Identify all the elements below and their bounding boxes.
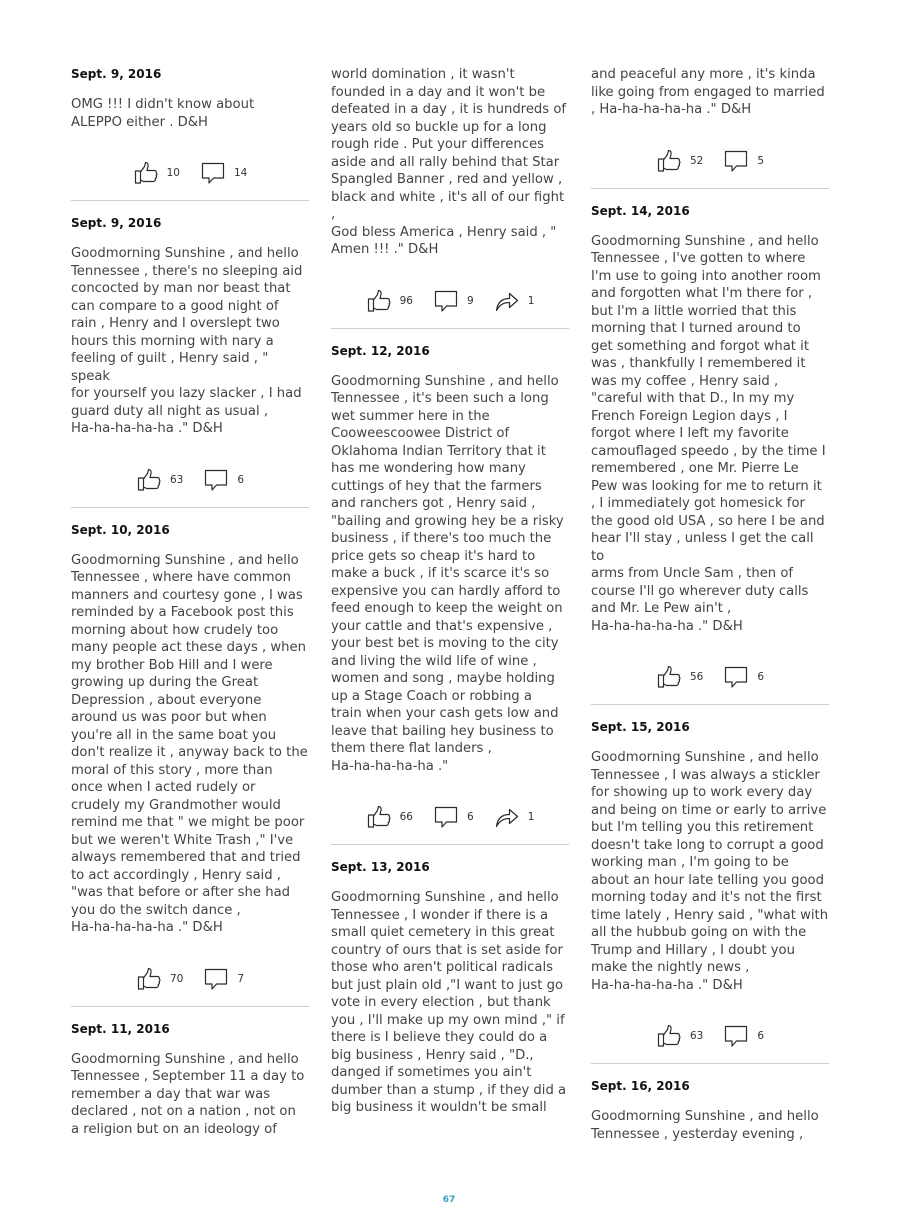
share-icon xyxy=(494,288,520,314)
divider xyxy=(591,1063,829,1064)
like-icon xyxy=(656,664,682,690)
comment-count: 5 xyxy=(757,154,765,167)
post-date: Sept. 9, 2016 xyxy=(71,67,162,81)
post-continuation xyxy=(331,66,569,313)
like-icon xyxy=(136,966,162,992)
like-icon xyxy=(656,1023,682,1049)
post xyxy=(71,522,309,991)
like-icon xyxy=(136,467,162,493)
like-button[interactable] xyxy=(366,804,413,830)
comment-icon xyxy=(203,467,229,493)
like-button[interactable] xyxy=(136,467,183,493)
comment-icon xyxy=(723,1023,749,1049)
comment-count: 6 xyxy=(237,473,245,486)
divider xyxy=(331,328,569,329)
like-count: 56 xyxy=(689,671,704,683)
comment-count: 9 xyxy=(467,294,474,307)
like-button[interactable] xyxy=(136,966,183,992)
post-text: Goodmorning Sunshine , and hello Tennessee , I've gotten to where I'm use to going into another room and forgotten what I'm there for , but I'm a little worried that this morning that I turned around to get something and forgot what it was , thankfully I remembered it was my coffee , Henry said , "careful with that D., In my my French Foreign Legion days , I forgot where I left my favorite camouflaged speedo , by the time I remembered , one Mr. Pierre Le Pew was looking for me to return it , I immediately got homesick for the good old USA , so here I be and hear I'll stay , unless I get the call to arms from Uncle Sam , then of course I'll go wherever duty calls and Mr. Le Pew ain't , Ha-ha-ha-ha-ha ." D&H xyxy=(591,233,826,634)
post-stats xyxy=(71,161,309,185)
divider xyxy=(591,188,829,189)
post-text: Goodmorning Sunshine , and hello Tennessee , there's no sleeping aid concocted by man nor beast that can compare to a good night of rain , Henry and I overslept two hours this morning with nary a feeling of guilt , Henry said , " speak for yourself you lazy slacker , I had guard duty all night as usual , Ha-ha-ha-ha-ha ." D&H xyxy=(71,246,303,436)
post-stats xyxy=(331,289,569,313)
post-text: Goodmorning Sunshine , and hello Tennessee , I wonder if there is a small quiet cemetery in this great country of ours that is set aside for those who aren't political radicals but just plain old ,"I want to just go vote in every election , but thank you , I'll make up my own mind ," if there is I believe they could do a big business , Henry said , "D., danged if sometimes you ain't dumber than a stump , if they did a big business it wouldn't be small xyxy=(331,890,567,1115)
column-middle xyxy=(331,66,569,1117)
post-date: Sept. 16, 2016 xyxy=(591,1079,690,1093)
like-count: 10 xyxy=(166,167,180,179)
like-button[interactable] xyxy=(656,148,703,174)
like-count: 63 xyxy=(169,473,184,486)
post-stats xyxy=(331,805,569,829)
divider xyxy=(591,704,829,705)
comment-icon xyxy=(433,804,459,830)
like-icon xyxy=(656,148,682,174)
like-count: 66 xyxy=(399,811,413,823)
post xyxy=(71,66,309,185)
post-text: OMG !!! I didn't know about ALEPPO either . D&H xyxy=(71,97,255,130)
post xyxy=(591,203,829,690)
like-count: 52 xyxy=(689,154,704,167)
post xyxy=(331,859,569,1117)
share-count: 1 xyxy=(527,294,535,307)
comment-icon xyxy=(200,160,226,186)
post xyxy=(331,343,569,830)
post-stats xyxy=(591,149,829,173)
comment-button[interactable] xyxy=(723,148,764,174)
column-left xyxy=(71,66,309,1138)
comment-button[interactable] xyxy=(723,664,764,690)
column-right xyxy=(591,66,829,1143)
like-count: 70 xyxy=(169,972,184,985)
like-icon xyxy=(366,804,392,830)
post-date: Sept. 9, 2016 xyxy=(71,216,162,230)
post-date: Sept. 10, 2016 xyxy=(71,522,170,537)
like-count: 96 xyxy=(399,294,413,307)
comment-icon xyxy=(433,288,459,314)
comment-icon xyxy=(203,966,229,992)
comment-button[interactable] xyxy=(203,966,244,992)
post-continuation xyxy=(591,66,829,173)
divider xyxy=(71,1006,309,1007)
comment-count: 6 xyxy=(757,671,765,683)
post xyxy=(71,215,309,492)
comment-count: 6 xyxy=(757,1030,765,1042)
post-stats xyxy=(591,665,829,689)
post-text: Goodmorning Sunshine , and hello Tennessee , yesterday evening , xyxy=(591,1109,819,1142)
comment-button[interactable] xyxy=(433,804,474,830)
divider xyxy=(71,507,309,508)
comment-button[interactable] xyxy=(723,1023,764,1049)
share-button[interactable] xyxy=(494,804,535,830)
like-button[interactable] xyxy=(656,664,703,690)
post-stats xyxy=(591,1024,829,1048)
comment-icon xyxy=(723,148,749,174)
like-button[interactable] xyxy=(366,288,413,314)
divider xyxy=(71,200,309,201)
comment-button[interactable] xyxy=(200,160,247,186)
like-count: 63 xyxy=(689,1030,704,1042)
post-stats xyxy=(71,468,309,492)
post-text: Goodmorning Sunshine , and hello Tennessee , it's been such a long wet summer here in the Cooweescoowee District of Oklahoma Indian Territory that it has me wondering how many cuttings of hey that the farmers and ranchers got , Henry said , "bailing and growing hey be a risky business , if there's too much the price gets so cheap it's hard to make a buck , if it's scarce it's so expensive you can hardly afford to feed enough to keep the weight on your cattle and that's expensive , your best bet is moving to the city and living the wild life of wine , women and song , maybe holding up a Stage Coach or robbing a train when your cash gets low and leave that bailing hey business to them there flat landers , Ha-ha-ha-ha-ha ." xyxy=(331,373,564,774)
post-text: Goodmorning Sunshine , and hello Tennessee , September 11 a day to remember a day that war was declared , not on a nation , not on a religion but on an ideology of xyxy=(71,1051,305,1137)
post xyxy=(591,1078,829,1143)
like-button[interactable] xyxy=(133,160,180,186)
post-text: Goodmorning Sunshine , and hello Tennessee , where have common manners and courtesy gone , I was reminded by a Facebook post this morning about how crudely too many people act these days , when my brother Bob Hill and I were growing up during the Great Depression , about everyone around us was poor but when you're all in the same boat you don't realize it , anyway back to the moral of this story , more than once when I acted rudely or crudely my Grandmother would remind me that " we might be poor but we weren't White Trash ," I've always remembered that and tried to act accordingly , Henry said , "was that before or after she had you do the switch dance , Ha-ha-ha-ha-ha ." D&H xyxy=(71,552,308,935)
post-date: Sept. 11, 2016 xyxy=(71,1021,170,1036)
post-text: Goodmorning Sunshine , and hello Tennessee , I was always a stickler for showing up to work every day and being on time or early to arrive but I'm telling you this retirement doesn't take long to corrupt a good working man , I'm going to be about an hour late telling you good morning today and it's not the first time lately , Henry said , "what with all the hubbub going on with the Trump and Hillary , I doubt you make the nightly news , Ha-ha-ha-ha-ha ." D&H xyxy=(591,750,829,993)
comment-button[interactable] xyxy=(203,467,244,493)
comment-count: 6 xyxy=(467,811,474,823)
like-icon xyxy=(366,288,392,314)
divider xyxy=(331,844,569,845)
post-date: Sept. 12, 2016 xyxy=(331,343,430,358)
share-button[interactable] xyxy=(494,288,535,314)
post-date: Sept. 13, 2016 xyxy=(331,860,430,874)
like-button[interactable] xyxy=(656,1023,703,1049)
post-stats xyxy=(71,967,309,991)
post xyxy=(591,719,829,1048)
page-number: 67 xyxy=(442,1195,456,1205)
like-icon xyxy=(133,160,159,186)
post-date: Sept. 14, 2016 xyxy=(591,203,690,218)
comment-count: 14 xyxy=(234,167,248,179)
post xyxy=(71,1021,309,1139)
post-text: world domination , it wasn't founded in a day and it won't be defeated in a day , it is hundreds of years old so buckle up for a long rough ride . Put your differences aside and all rally behind that Star Spangled Banner , red and yellow , black and white , it's all of our fight , God bless America , Henry said , " Amen !!! ." D&H xyxy=(331,67,567,257)
post-date: Sept. 15, 2016 xyxy=(591,720,690,734)
share-count: 1 xyxy=(527,811,535,823)
share-icon xyxy=(494,804,520,830)
post-text: and peaceful any more , it's kinda like going from engaged to married , Ha-ha-ha-ha-ha ." D&H xyxy=(591,67,825,117)
comment-count: 7 xyxy=(237,972,245,985)
comment-button[interactable] xyxy=(433,288,474,314)
comment-icon xyxy=(723,664,749,690)
